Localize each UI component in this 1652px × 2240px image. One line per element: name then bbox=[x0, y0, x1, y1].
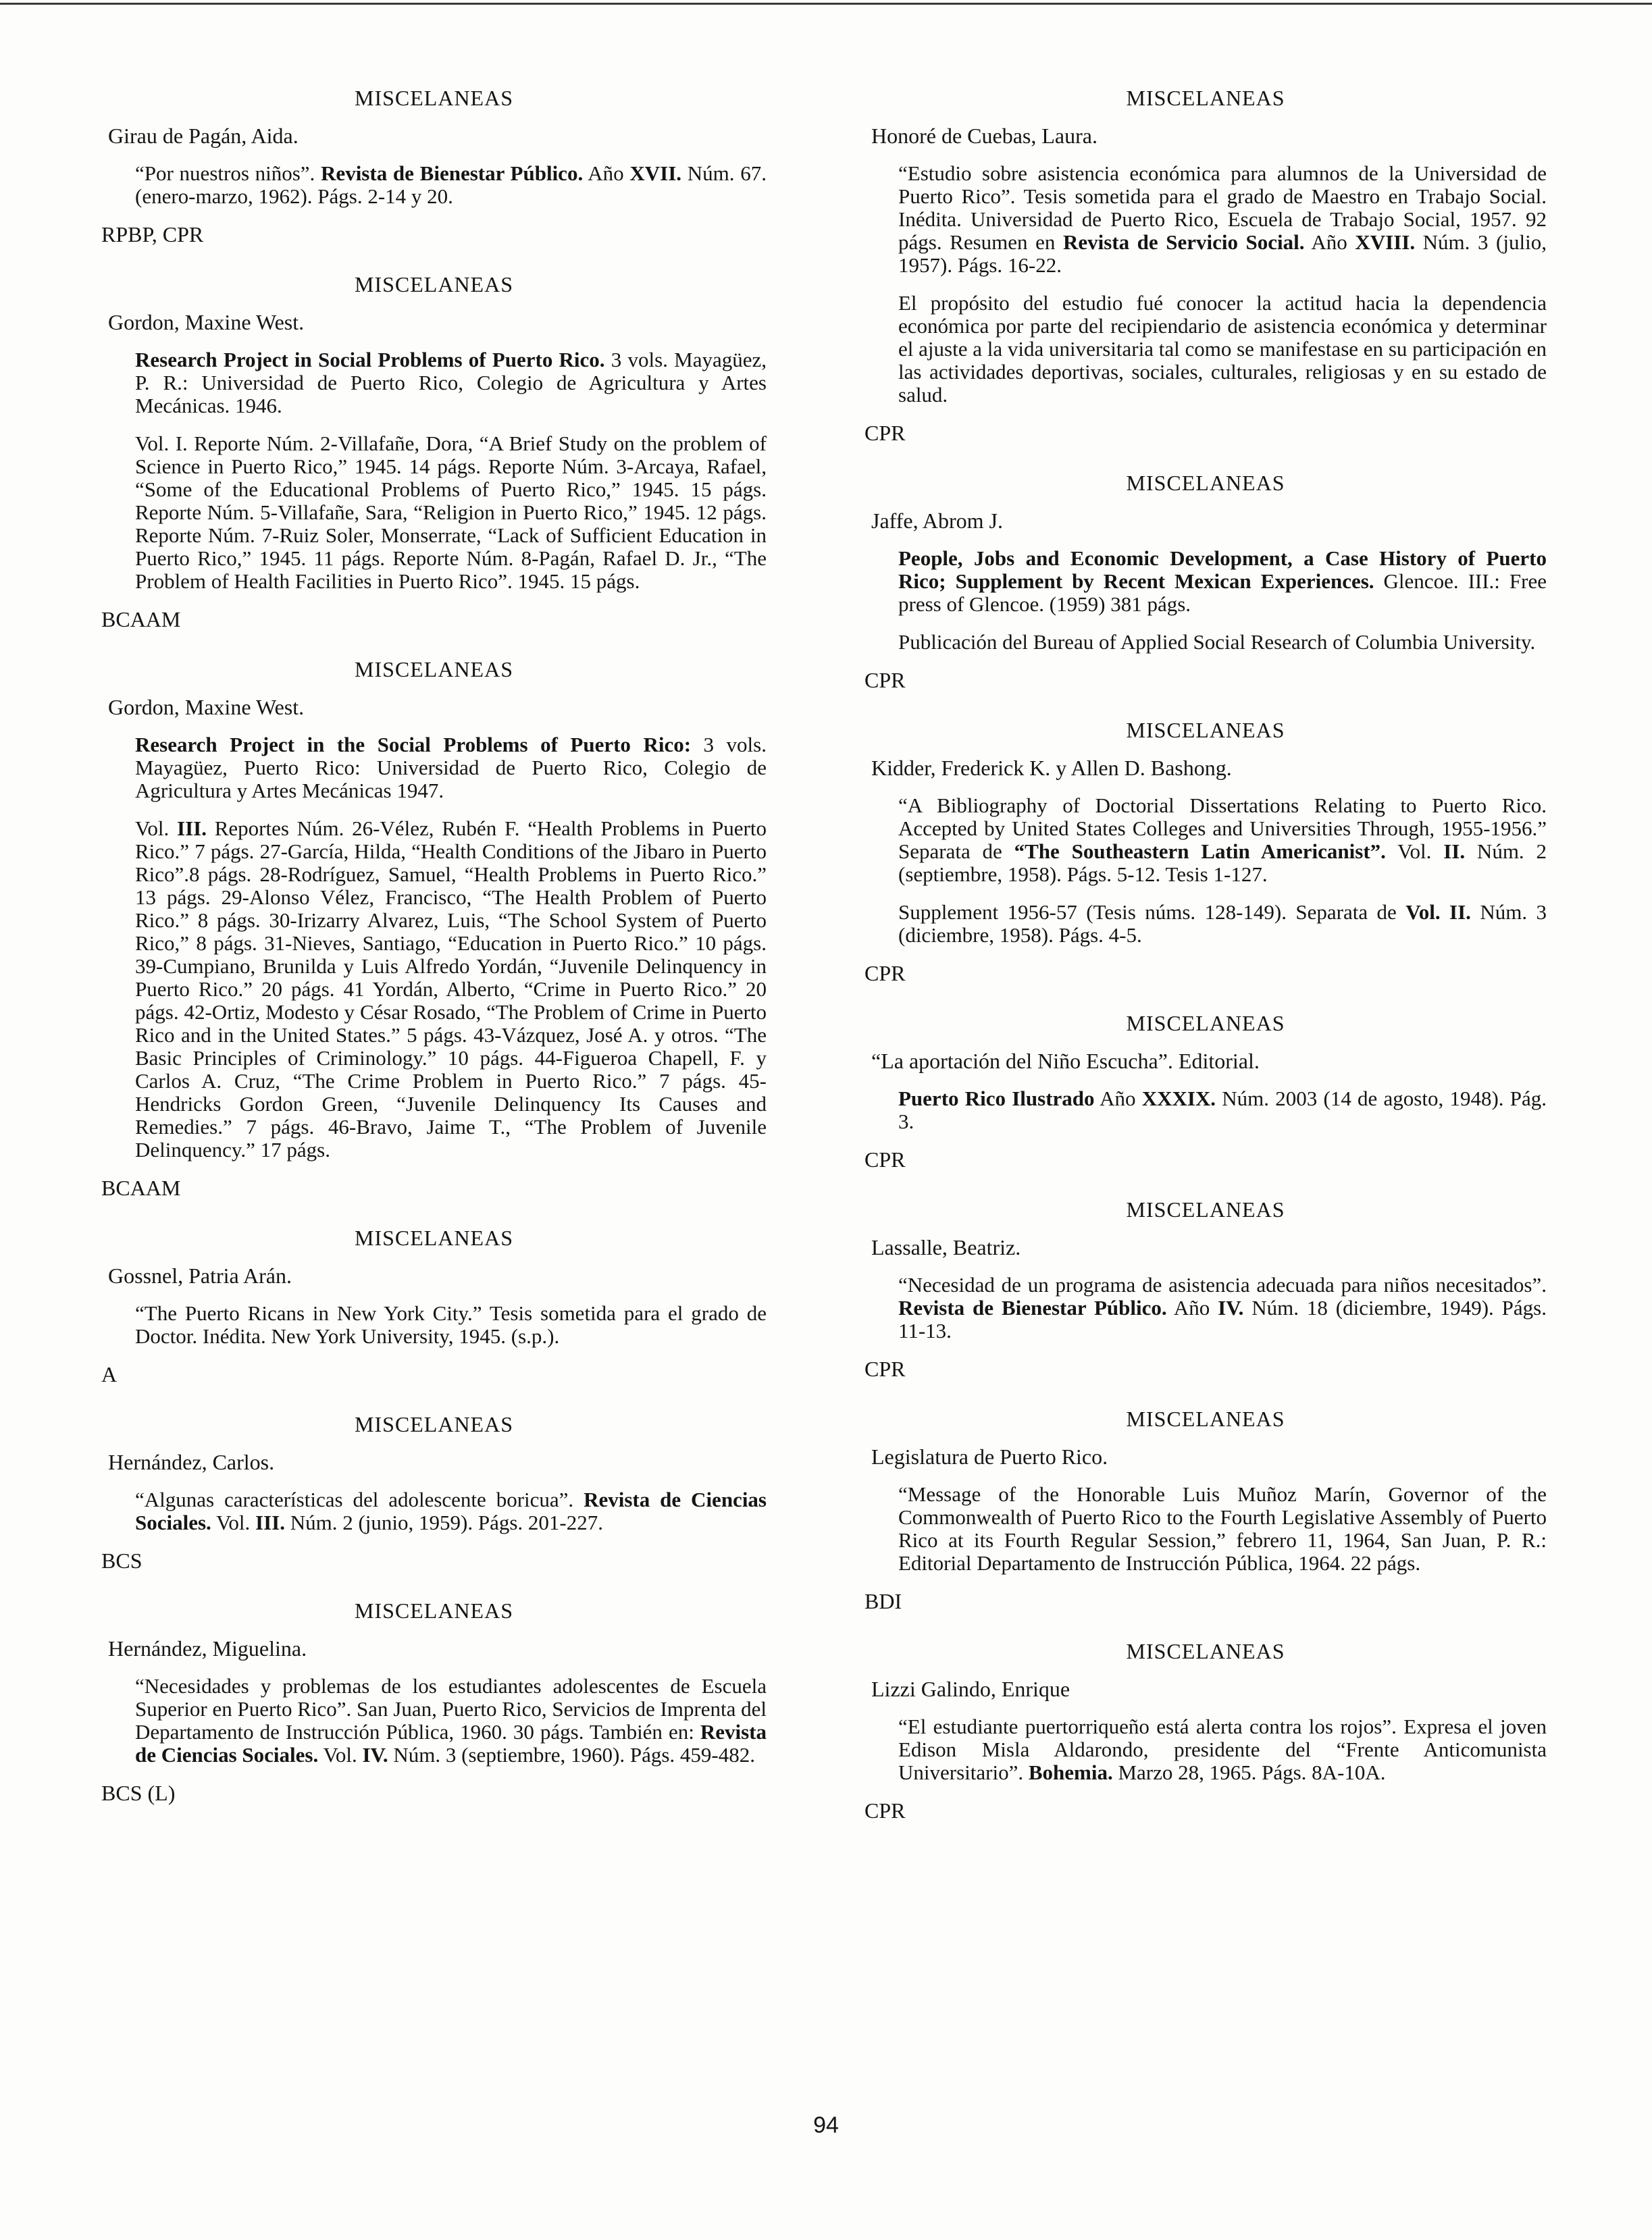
section-heading: MISCELANEAS bbox=[354, 272, 513, 296]
entry-paragraph bbox=[898, 1715, 1547, 1784]
library-code: BCS (L) bbox=[101, 1781, 176, 1805]
section-heading: MISCELANEAS bbox=[1126, 471, 1285, 495]
text-run: Núm. 3 (septiembre, 1960). Págs. 459-482. bbox=[388, 1743, 755, 1767]
right-column bbox=[864, 86, 1547, 1849]
section-heading: MISCELANEAS bbox=[354, 657, 513, 681]
text-run: “Estudio sobre asistencia económica para alumnos de la Universidad de Puerto Rico”. Tesis sometida para el grado de Maestro en Trabajo Social. Inédita. Universidad de Puerto Rico, Escuela de Trabajo Social, 1957. 92 págs. Resumen en bbox=[898, 161, 1547, 254]
entry-author: Legislatura de Puerto Rico. bbox=[871, 1444, 1108, 1469]
text-run: Núm. 2 (septiembre, 1958). Págs. 5-12. Tesis 1-127. bbox=[898, 839, 1547, 886]
entry-paragraph bbox=[898, 292, 1547, 407]
text-run: 3 vols. Mayagüez, Puerto Rico: Universidad de Puerto Rico, Colegio de Agricultura y Artes Mecánicas 1947. bbox=[135, 733, 767, 802]
text-run: Año bbox=[1166, 1296, 1218, 1320]
section-heading: MISCELANEAS bbox=[1126, 1011, 1285, 1035]
section-heading: MISCELANEAS bbox=[1126, 1197, 1285, 1222]
entry-author: Gossnel, Patria Arán. bbox=[108, 1264, 292, 1288]
text-run: Núm. 2003 (14 de agosto, 1948). Pág. 3. bbox=[898, 1087, 1547, 1133]
entry-paragraph bbox=[135, 162, 767, 208]
bold-title: IV. bbox=[1218, 1296, 1244, 1320]
bold-title: IV. bbox=[362, 1743, 388, 1767]
section-heading: MISCELANEAS bbox=[1126, 86, 1285, 110]
entry-author: Lassalle, Beatriz. bbox=[871, 1235, 1021, 1259]
text-run: Vol. bbox=[135, 816, 178, 840]
bold-title: Research Project in the Social Problems of Puerto Rico: bbox=[135, 733, 692, 756]
bold-title: Vol. II. bbox=[1405, 900, 1471, 924]
bold-title: Revista de Bienestar Público. bbox=[321, 161, 584, 185]
library-code: RPBP, CPR bbox=[101, 222, 204, 246]
text-run: Núm. 2 (junio, 1959). Págs. 201-227. bbox=[284, 1511, 603, 1534]
section-heading: MISCELANEAS bbox=[354, 86, 513, 110]
library-code: CPR bbox=[864, 1357, 906, 1381]
text-run: Núm. 3 (diciembre, 1958). Págs. 4-5. bbox=[898, 900, 1547, 947]
left-column bbox=[101, 86, 767, 1831]
bibliography-entry bbox=[864, 1640, 1547, 1822]
text-run: Publicación del Bureau of Applied Social Research of Columbia University. bbox=[898, 630, 1536, 654]
bold-title: II. bbox=[1443, 839, 1466, 863]
text-run: Núm. 18 (diciembre, 1949). Págs. 11-13. bbox=[898, 1296, 1547, 1343]
bibliography-entry bbox=[101, 1599, 767, 1804]
bold-title: Puerto Rico Ilustrado bbox=[898, 1087, 1095, 1110]
bold-title: III. bbox=[255, 1511, 285, 1534]
bibliography-entry bbox=[101, 658, 767, 1199]
text-run: Marzo 28, 1965. Págs. 8A-10A. bbox=[1112, 1761, 1386, 1784]
entry-paragraph bbox=[135, 1675, 767, 1767]
entry-author: Gordon, Maxine West. bbox=[108, 695, 305, 719]
bibliography-entry bbox=[864, 1198, 1547, 1380]
text-run: Vol. bbox=[1385, 839, 1444, 863]
library-code: CPR bbox=[864, 1798, 906, 1823]
entry-paragraph bbox=[135, 1488, 767, 1534]
bibliography-entry bbox=[101, 86, 767, 246]
section-heading: MISCELANEAS bbox=[354, 1598, 513, 1623]
text-run: Año bbox=[1094, 1087, 1142, 1110]
text-run: Vol. bbox=[211, 1511, 256, 1534]
text-run: Vol. I. Reporte Núm. 2-Villafañe, Dora, “A Brief Study on the problem of Science in Puerto Rico,” 1945. 14 págs. Reporte Núm. 3-Arcaya, Rafael, “Some of the Educational Problems of Puerto Rico,” 1945. 15 págs. Reporte Núm. 5-Villafañe, Sara, “Religion in Puerto Rico,” 1945. 12 págs. Reporte Núm. 7-Ruiz Soler, Monserrate, “Lack of Sufficient Education in Puerto Rico,” 1945. 11 págs. Reporte Núm. 8-Pagán, Rafael D. Jr., “The Problem of Health Facilities in Puerto Rico”. 1945. 15 págs. bbox=[135, 432, 767, 593]
text-run: “A Bibliography of Doctorial Dissertations Relating to Puerto Rico. Accepted by United States Colleges and Universities Through, 1955-1956.” Separata de bbox=[898, 793, 1547, 863]
entry-paragraph bbox=[135, 348, 767, 417]
bold-title: III. bbox=[177, 816, 207, 840]
text-run: 3 vols. Mayagüez, P. R.: Universidad de Puerto Rico, Colegio de Agricultura y Artes Mecánicas. 1946. bbox=[135, 348, 767, 417]
bold-title: Research Project in Social Problems of Puerto Rico. bbox=[135, 348, 605, 371]
entry-paragraph bbox=[898, 547, 1547, 616]
text-run: Glencoe. III.: Free press of Glencoe. (1959) 381 págs. bbox=[898, 569, 1547, 616]
bold-title: “The Southeastern Latin Americanist”. bbox=[1014, 839, 1386, 863]
bold-title: Revista de Ciencias Sociales. bbox=[135, 1488, 767, 1534]
text-run: Núm. 67. (enero-marzo, 1962). Págs. 2-14 y 20. bbox=[135, 161, 767, 208]
library-code: CPR bbox=[864, 961, 906, 985]
section-heading: MISCELANEAS bbox=[1126, 1639, 1285, 1663]
library-code: A bbox=[101, 1362, 118, 1386]
text-run: Año bbox=[1304, 230, 1356, 254]
entry-paragraph bbox=[898, 1483, 1547, 1575]
bibliography-entry bbox=[864, 471, 1547, 692]
entry-paragraph bbox=[898, 162, 1547, 277]
section-heading: MISCELANEAS bbox=[1126, 1407, 1285, 1431]
section-heading: MISCELANEAS bbox=[354, 1412, 513, 1436]
text-run: Supplement 1956-57 (Tesis núms. 128-149). Separata de bbox=[898, 900, 1406, 924]
bibliography-entry bbox=[101, 1413, 767, 1572]
text-run: “Necesidades y problemas de los estudiantes adolescentes de Escuela Superior en Puerto Rico”. San Juan, Puerto Rico, Servicios de Imprenta del Departamento de Instrucción Pública, 1960. 30 págs. También en: bbox=[135, 1674, 767, 1744]
text-run: Reportes Núm. 26-Vélez, Rubén F. “Health Problems in Puerto Rico.” 7 págs. 27-García, Hilda, “Health Conditions of the Jibaro in Puerto Rico”.8 págs. 28-Rodríguez, Samuel, “Health Problems in Puerto Rico.” 13 págs. 29-Alonso Vélez, Francisco, “The Health Problem of Puerto Rico.” 8 págs. 30-Irizarry Alvarez, Luis, “The School System of Puerto Rico,” 8 págs. 31-Nieves, Santiago, “Education in Puerto Rico.” 10 págs. 39-Cumpiano, Brunilda y Luis Alfredo Yordán, “Juvenile Delinquency in Puerto Rico.” 20 págs. 41 Yordán, Alberto, “Crime in Puerto Rico.” 20 págs. 42-Ortiz, Modesto y César Rosado, “The Problem of Crime in Puerto Rico and in the United States.” 5 págs. 43-Vázquez, José A. y otros. “The Basic Principles of Criminology.” 10 págs. 44-Figueroa Chapell, F. y Carlos A. Cruz, “The Crime Problem in Puerto Rico.” 7 págs. 45-Hendricks Gordon Green, “Juvenile Delinquency Its Causes and Remedies.” 7 págs. 46-Bravo, Jaime T., “The Problem of Juvenile Delinquency.” 17 págs. bbox=[135, 816, 767, 1162]
entry-paragraph bbox=[135, 1302, 767, 1348]
section-heading: MISCELANEAS bbox=[354, 1226, 513, 1250]
bold-title: Revista de Ciencias Sociales. bbox=[135, 1720, 767, 1767]
library-code: CPR bbox=[864, 421, 906, 445]
entry-author: Hernández, Miguelina. bbox=[108, 1636, 307, 1661]
bold-title: XVIII. bbox=[1355, 230, 1416, 254]
entry-paragraph bbox=[135, 432, 767, 593]
entry-paragraph bbox=[135, 817, 767, 1162]
text-run: “El estudiante puertorriqueño está alerta contra los rojos”. Expresa el joven Edison Misla Aldarondo, presidente del “Frente Anticomunista Universitario”. bbox=[898, 1715, 1547, 1784]
entry-author: Gordon, Maxine West. bbox=[108, 310, 305, 334]
library-code: BCAAM bbox=[101, 607, 181, 631]
entry-author: “La aportación del Niño Escucha”. Editorial. bbox=[871, 1049, 1260, 1073]
page-number: 94 bbox=[813, 2112, 839, 2138]
bibliography-entry bbox=[864, 1407, 1547, 1613]
bibliography-entry bbox=[864, 1012, 1547, 1171]
entry-paragraph bbox=[898, 1274, 1547, 1343]
bibliography-entry bbox=[101, 1226, 767, 1386]
text-run: “Algunas características del adolescente boricua”. bbox=[135, 1488, 584, 1511]
text-run: Núm. 3 (julio, 1957). Págs. 16-22. bbox=[898, 230, 1547, 277]
text-run: “Por nuestros niños”. bbox=[135, 161, 321, 185]
text-run: Año bbox=[583, 161, 630, 185]
bold-title: XVII. bbox=[629, 161, 682, 185]
bibliography-entry bbox=[864, 719, 1547, 985]
bibliography-entry bbox=[101, 273, 767, 631]
library-code: BDI bbox=[864, 1589, 902, 1613]
entry-author: Girau de Pagán, Aida. bbox=[108, 124, 299, 148]
bold-title: People, Jobs and Economic Development, a Case History of Puerto Rico; Supplement by Recent Mexican Experiences. bbox=[898, 546, 1547, 593]
top-rule bbox=[0, 3, 1652, 5]
bibliography-entry bbox=[864, 86, 1547, 444]
text-run: El propósito del estudio fué conocer la actitud hacia la dependencia económica por parte del recipiendario de asistencia económica y determinar el ajuste a la vida universitaria tal como se manifestase en su participación en las actividades deportivas, sociales, culturales, religiosas y en su estado de salud. bbox=[898, 291, 1547, 407]
bold-title: Bohemia. bbox=[1028, 1761, 1113, 1784]
text-run: “Necesidad de un programa de asistencia adecuada para niños necesitados”. bbox=[898, 1273, 1547, 1297]
entry-author: Lizzi Galindo, Enrique bbox=[871, 1677, 1070, 1701]
section-heading: MISCELANEAS bbox=[1126, 718, 1285, 742]
library-code: CPR bbox=[864, 1147, 906, 1172]
bold-title: Revista de Bienestar Público. bbox=[898, 1296, 1167, 1320]
entry-paragraph bbox=[898, 901, 1547, 947]
bold-title: XXXIX. bbox=[1141, 1087, 1216, 1110]
library-code: BCAAM bbox=[101, 1176, 181, 1200]
entry-author: Honoré de Cuebas, Laura. bbox=[871, 124, 1098, 148]
entry-author: Kidder, Frederick K. y Allen D. Bashong. bbox=[871, 756, 1232, 780]
entry-author: Hernández, Carlos. bbox=[108, 1450, 275, 1474]
entry-paragraph bbox=[135, 733, 767, 802]
entry-paragraph bbox=[898, 1087, 1547, 1133]
text-run: “The Puerto Ricans in New York City.” Tesis sometida para el grado de Doctor. Inédita. New York University, 1945. (s.p.). bbox=[135, 1301, 767, 1348]
library-code: BCS bbox=[101, 1548, 143, 1573]
entry-paragraph bbox=[898, 794, 1547, 886]
text-run: Vol. bbox=[318, 1743, 363, 1767]
bold-title: Revista de Servicio Social. bbox=[1062, 230, 1305, 254]
entry-author: Jaffe, Abrom J. bbox=[871, 509, 1003, 533]
text-run: “Message of the Honorable Luis Muñoz Marín, Governor of the Commonwealth of Puerto Rico to the Fourth Legislative Assembly of Puerto Rico at its Fourth Regular Session,” febrero 11, 1964, San Juan, P. R.: Editorial Departamento de Instrucción Pública, 1964. 22 págs. bbox=[898, 1482, 1547, 1575]
entry-paragraph bbox=[898, 631, 1547, 654]
library-code: CPR bbox=[864, 668, 906, 692]
